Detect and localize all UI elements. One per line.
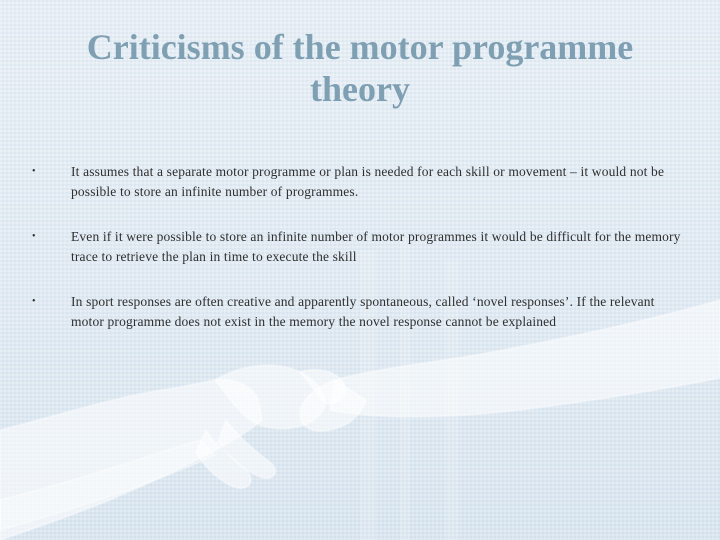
slide-title: Criticisms of the motor programme theory [86,27,634,109]
bullet-text: Even if it were possible to store an infinite number of motor programmes it would be difficult for the memory trace to retrieve the plan in time to execute the skill [71,229,681,264]
bullet-text: In sport responses are often creative and apparently spontaneous, called ‘novel responses’. If the relevant motor programme does not exist in the memory the novel response cannot be explained [71,294,655,329]
bullet-item [32,292,682,331]
bullet-text: It assumes that a separate motor programme or plan is needed for each skill or movement – it would not be possible to store an infinite number of programmes. [71,164,665,199]
bullet-list [32,162,682,331]
bullet-glyph: • [32,296,36,307]
bullet-item [32,227,682,266]
bullet-glyph: • [32,231,36,242]
bullet-item [32,162,682,201]
bullet-glyph: • [32,166,36,177]
